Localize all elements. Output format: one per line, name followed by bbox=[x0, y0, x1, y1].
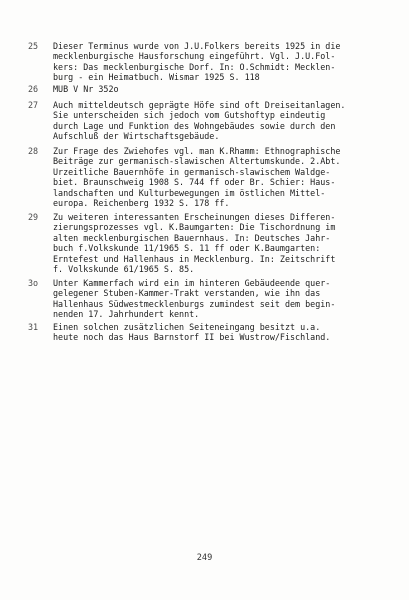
footnote-27 bbox=[28, 100, 378, 142]
footnote-text bbox=[53, 212, 378, 274]
footnote-line: durch Lage und Funktion des Wohngebäudes sowie durch den bbox=[53, 120, 336, 131]
footnote-line: europa. Reichenberg 1932 S. 178 ff. bbox=[53, 198, 230, 209]
footnote-line: kers: Das mecklenburgische Dorf. In: O.Schmidt: Mecklen- bbox=[53, 61, 336, 72]
footnote-line: Einen solchen zusätzlichen Seiteneingang besitzt u.a. bbox=[53, 322, 321, 332]
footnote-line: zierungsprozesses vgl. K.Baumgarten: Die Tischordnung im bbox=[53, 222, 336, 233]
footnote-text bbox=[53, 278, 378, 320]
footnote-line: Hallenhaus Südwestmecklenburgs zumindest seit dem begin- bbox=[53, 298, 336, 309]
footnote-number: 27 bbox=[28, 100, 39, 110]
footnote-line: burg - ein Heimatbuch. Wismar 1925 S. 118 bbox=[53, 72, 260, 83]
footnote-line: gelegener Stuben-Kammer-Trakt verstanden, wie ihn das bbox=[53, 288, 321, 299]
footnote-line: heute noch das Haus Barnstorf II bei Wustrow/Fischland. bbox=[53, 332, 331, 343]
footnote-line: Zur Frage des Zwiehofes vgl. man K.Rhamm: Ethnographische bbox=[53, 146, 341, 156]
footnote-line: Beiträge zur germanisch-slawischen Altertumskunde. 2.Abt. bbox=[53, 156, 341, 167]
footnote-26 bbox=[28, 84, 378, 94]
footnote-number: 29 bbox=[28, 212, 39, 222]
footnote-number: 25 bbox=[28, 41, 39, 51]
footnote-line: nenden 17. Jahrhundert kennt. bbox=[53, 309, 200, 320]
footnote-text bbox=[53, 41, 378, 83]
footnote-text bbox=[53, 84, 378, 94]
footnote-line: Sie unterscheiden sich jedoch vom Gutshoftyp eindeutig bbox=[53, 110, 326, 121]
footnote-25 bbox=[28, 41, 378, 83]
footnote-number: 28 bbox=[28, 146, 39, 156]
footnote-line: f. Volkskunde 61/1965 S. 85. bbox=[53, 264, 195, 275]
footnote-text bbox=[53, 146, 378, 208]
footnote-text bbox=[53, 100, 378, 142]
footnote-number: 26 bbox=[28, 84, 39, 94]
footnote-line: alten mecklenburgischen Bauernhaus. In: Deutsches Jahr- bbox=[53, 232, 331, 243]
footnote-line: Unter Kammerfach wird ein im hinteren Gebäudeende quer- bbox=[53, 278, 331, 288]
footnote-28 bbox=[28, 146, 378, 208]
footnote-29 bbox=[28, 212, 378, 274]
footnote-number: 3o bbox=[28, 278, 39, 288]
footnote-line: buch f.Volkskunde 11/1965 S. 11 ff oder K.Baumgarten: bbox=[53, 243, 321, 254]
footnote-line: landschaften und Kulturbewegungen im östlichen Mittel- bbox=[53, 187, 326, 198]
footnote-line: mecklenburgische Hausforschung eingeführt. Vgl. J.U.Fol- bbox=[53, 51, 336, 62]
footnote-number: 31 bbox=[28, 322, 39, 332]
page-number: 249 bbox=[196, 553, 213, 563]
footnote-line: Erntefest und Hallenhaus in Mecklenburg. In: Zeitschrift bbox=[53, 253, 336, 264]
footnote-line: Dieser Terminus wurde von J.U.Folkers bereits 1925 in die bbox=[53, 41, 341, 51]
footnote-line: Auch mitteldeutsch geprägte Höfe sind oft Dreiseitanlagen. bbox=[53, 100, 346, 110]
footnote-line: Urzeitliche Bauernhöfe in germanisch-slawischem Waldge- bbox=[53, 166, 331, 177]
footnote-31 bbox=[28, 322, 378, 343]
footnote-30 bbox=[28, 278, 378, 320]
footnote-line: MUB V Nr 352o bbox=[53, 84, 119, 94]
footnote-line: Aufschluß der Wirtschaftsgebäude. bbox=[53, 131, 220, 142]
footnote-text bbox=[53, 322, 378, 343]
footnote-line: biet. Braunschweig 1908 S. 744 ff oder Br. Schier: Haus- bbox=[53, 177, 336, 188]
footnote-line: Zu weiteren interessanten Erscheinungen dieses Differen- bbox=[53, 212, 336, 222]
